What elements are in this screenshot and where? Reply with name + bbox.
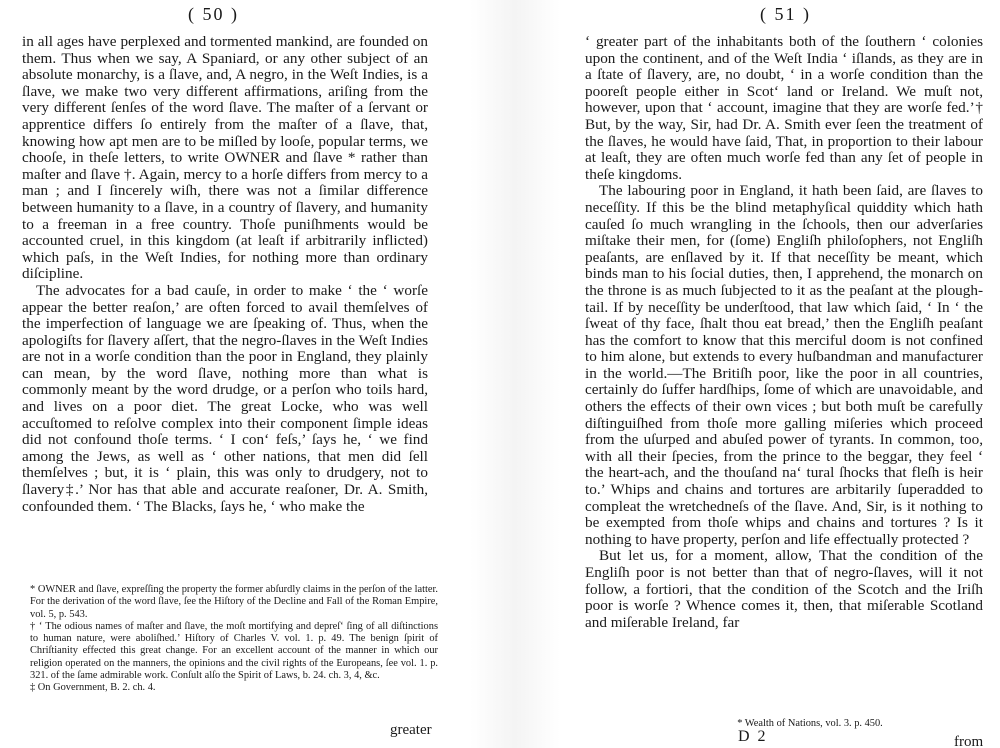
catchword: greater (390, 722, 432, 738)
footnote: ‡ On Government, B. 2. ch. 4. (30, 682, 156, 694)
right-page (560, 0, 1000, 748)
left-page (0, 0, 470, 748)
page-body (22, 34, 428, 515)
footnote: * OWNER and ſlave, expreſſing the property the former abſurdly claims in the perſon of the latter. For the derivation of the word ſlave, ſee the Hiſtory of the Decline and Fall of the Roman Empire, vol. 5, p. 543. (30, 584, 438, 620)
gutter (470, 0, 560, 748)
catchword: from (954, 734, 984, 748)
paragraph: in all ages have perplexed and tormented mankind, are founded on them. Thus when we say, A Spaniard, or any other subject of an absolute monarchy, is a ſlave, and, A negro, in the Weſt Indies, is a ſlave, we make two very different affirmations, ariſing from the very different ſenſes of the word ſlave. The maſter of a ſervant or apprentice differs ſo entirely from the maſter of a ſlave, that, knowing how apt men are to be miſled by looſe, popular terms, we chooſe, in theſe letters, to write OWNER and ſlave * rather than maſter and ſlave †. Again, mercy to a horſe differs from mercy to a man ; and I ſincerely wiſh, there was not a ſimilar difference between humanity to a ſlave, in a country of ſlavery, and humanity to a freeman in a free country. Thoſe puniſhments would be accounted cruel, in this kingdom (at leaſt if arbitrarily inflicted) which paſs, in the Weſt Indies, for nothing more than ordinary diſcipline. (22, 33, 428, 283)
paragraph: The labouring poor in England, it hath been ſaid, are ſlaves to neceſſity. If this be the blind metaphyſical quiddity which hath cauſed ſo much wrangling in the ſchools, then our adverſaries miſtake their men, for (ſome) Engliſh philoſophers, not Engliſh peaſants, are enſlaved by it. If that neceſſity be meant, which binds man to his ſocial duties, then, I apprehend, the monarch on the throne is as much ſubjected to it as the peaſant at the plough-tail. If by neceſſity be underſtood, that law which ſaid, ‘ In ‘ the ſweat of thy face, ſhalt thou eat bread,’ then the Engliſh peaſant has the comfort to know that this merciful doom is not confined to him alone, but extends to every huſbandman and manufacturer in the world.—The Britiſh poor, like the poor in all countries, certainly do ſuffer hardſhips, ſome of which are unavoidable, and others the effects of their own vices ; but both muſt be carefully diſtinguiſhed from thoſe more galling miſeries which proceed from the uſurped and abuſed power of tyrants. In common, too, with all their ſpecies, from the prince to the beggar, they feel ‘ the heart-ach, and the thouſand na‘ tural ſhocks that fleſh is heir to.’ Whips and chains and tortures are arbitarily ſuperadded to compleat the wretchedneſs of the ſlave. And, Sir, is it nothing to be exempted from thoſe whips and chains and tortures ? Is it nothing to have property, perſon and life effectually protected ? (585, 182, 983, 548)
footnote: † ‘ The odious names of maſter and ſlave, the moſt mortifying and depreſ‘ ſing of all diſtinctions to human nature, were aboliſhed.’ Hiſtory of Charles V. vol. 1. p. 49. The benign ſpirit of Chriſtianity effected this great change. For an excellent account of the manner in which our religion operated on the manners, the opinions and the civil rights of the Europeans, ſee vol. 1. p. 321. of the ſame admirable work. Conſult alſo the Spirit of Laws, b. 24. ch. 3, 4, &c. (30, 620, 438, 682)
footnote: * Wealth of Nations, vol. 3. p. 450. (737, 718, 883, 729)
page-body (585, 34, 983, 631)
footnotes (30, 584, 438, 695)
paragraph: ‘ greater part of the inhabitants both of the ſouthern ‘ colonies upon the continent, and of the Weſt India ‘ iſlands, as they are in a ſtate of ſlavery, are, no doubt, ‘ in a worſe condition than the pooreſt people either in Scot‘ land or Ireland. We muſt not, however, upon that ‘ account, imagine that they are worſe fed.’† But, by the way, Sir, had Dr. A. Smith ever ſeen the treatment of the ſlaves, he would have ſaid, That, in proportion to their labour at leaſt, they are often much worſe fed than any ſet of people in theſe kingdoms. (585, 33, 983, 183)
paragraph: The advocates for a bad cauſe, in order to make ‘ the ‘ worſe appear the better reaſon,’ are often forced to avail themſelves of the imperfection of language we are ſpeaking of. Thus, when the apologiſts for ſlavery aſſert, that the negro-ſlaves in the Weſt Indies are not in a worſe condition than the poor in England, they plainly can mean, by the word ſlave, nothing more than what is commonly meant by the word drudge, or a perſon who toils hard, and lives on a poor diet. The great Locke, who was well accuſtomed to reſolve complex into their component ſimple ideas did not confound thoſe terms. ‘ I con‘ feſs,’ ſays he, ‘ we find among the Jews, as well as ‘ other nations, that men did ſell themſelves ; but, it is ‘ plain, this was only to drudgery, not to ſlavery‡.’ Nor has that able and accurate reaſoner, Dr. A. Smith, confounded them. ‘ The Blacks, ſays he, ‘ who make the (22, 281, 428, 515)
page-number: ( 51 ) (760, 4, 811, 24)
page-number: ( 50 ) (188, 4, 239, 24)
signature-mark: D 2 (738, 728, 768, 745)
footnotes (680, 718, 940, 730)
paragraph: But let us, for a moment, allow, That the condition of the Engliſh poor is not better than that of negro-ſlaves, will it not follow, a fortiori, that the condition of the Scotch and the Iriſh poor is worſe ? Whence comes it, then, that miſerable Scotland and miſerable Ireland, far (585, 547, 983, 631)
